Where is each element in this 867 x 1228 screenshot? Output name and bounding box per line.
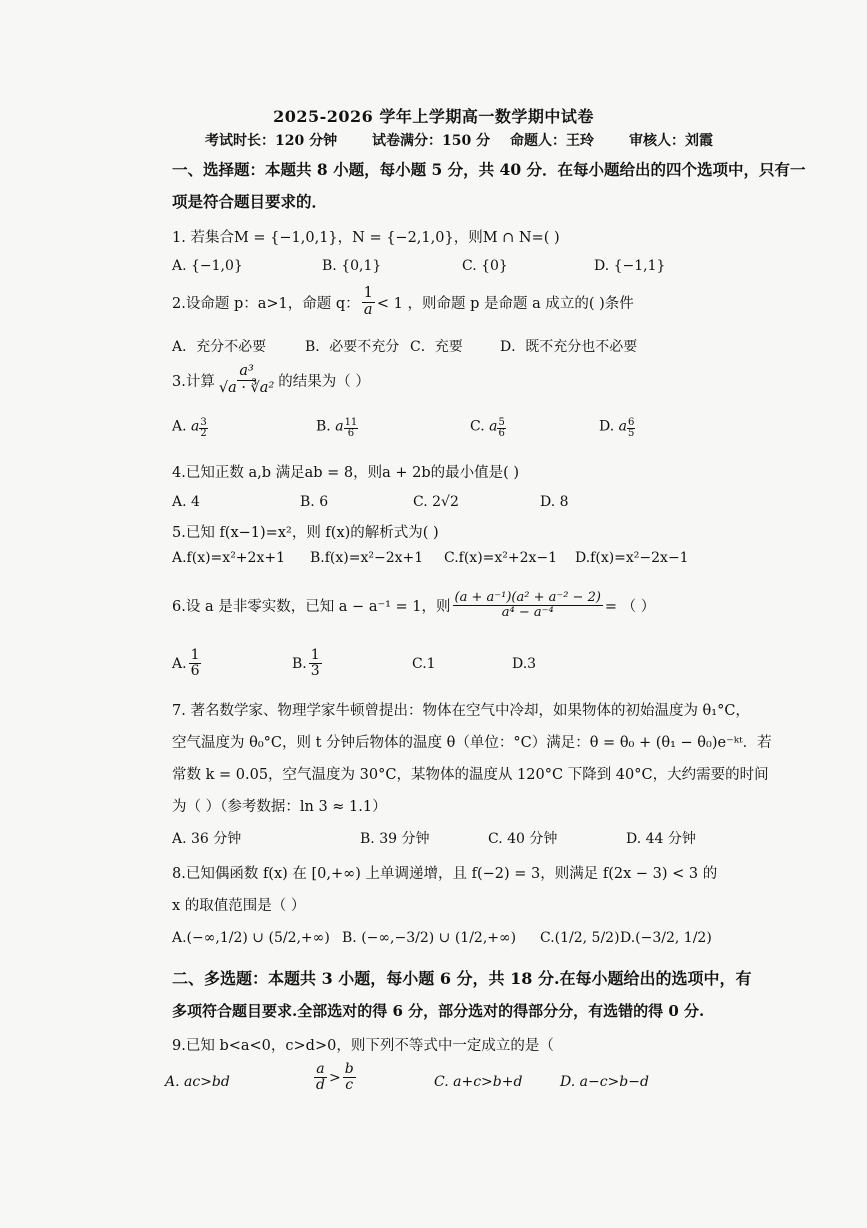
q3-b-exponent xyxy=(344,418,359,439)
q3-b-exp-den: 6 xyxy=(347,428,355,439)
q6-option-d: D.3 xyxy=(512,656,537,672)
q1-option-c: C. {0} xyxy=(462,258,508,274)
q9-b-num2: b xyxy=(344,1061,354,1077)
q3-stem-post: 的结果为（ ） xyxy=(278,373,370,390)
q3-fraction xyxy=(217,364,276,397)
q6-option-c: C.1 xyxy=(412,656,436,672)
q3-c-base: a xyxy=(489,418,498,435)
q1-stem: 1. 若集合M = {−1,0,1}，N = {−2,1,0}，则M ∩ N=( ) xyxy=(172,230,560,246)
q3-b-base: a xyxy=(335,418,344,435)
q2-option-a: A．充分不必要 xyxy=(172,339,267,355)
q8-option-c: C.(1/2, 5/2) xyxy=(540,930,620,946)
q4-option-b: B. 6 xyxy=(300,494,329,510)
q3-option-b xyxy=(316,418,358,439)
q7-option-a: A. 36 分钟 xyxy=(172,831,242,847)
q2-option-b: B．必要不充分 xyxy=(305,339,400,355)
q1-option-b: B. {0,1} xyxy=(322,258,382,274)
section2-heading-cont: 多项符合题目要求.全部选对的得 6 分，部分选对的得部分分，有选错的得 0 分. xyxy=(172,1002,705,1020)
q5-option-b: B.f(x)=x²−2x+1 xyxy=(310,550,424,566)
q6-frac-den: a⁴ − a⁻⁴ xyxy=(501,605,554,621)
q6-stem xyxy=(172,591,655,621)
q3-b-exp-num: 11 xyxy=(344,417,358,428)
q3-c-exponent xyxy=(497,418,505,439)
q2-option-d: D．既不充分也不必要 xyxy=(500,339,638,355)
section1-heading: 一、选择题：本题共 8 小题，每小题 5 分，共 40 分．在每小题给出的四个选项中，只有一 xyxy=(172,160,806,179)
q6-a-den: 6 xyxy=(190,663,200,680)
q2-stem-pre: 2.设命题 p：a>1，命题 q： xyxy=(172,295,360,312)
q4-option-d: D. 8 xyxy=(540,494,569,510)
q7-line3: 常数 k = 0.05，空气温度为 30°C，某物体的温度从 120°C 下降到 40°C，大约需要的时间 xyxy=(172,767,769,783)
q3-option-c xyxy=(470,418,506,439)
q5-option-d: D.f(x)=x²−2x−1 xyxy=(575,550,689,566)
q7-line1: 7. 著名数学家、物理学家牛顿曾提出：物体在空气中冷却，如果物体的初始温度为 θ₁°C， xyxy=(172,703,750,719)
q6-a-label: A. xyxy=(172,655,187,672)
q2-frac-num: 1 xyxy=(363,285,373,301)
q9-option-c: C. a+c>b+d xyxy=(434,1074,523,1090)
q3-a-exp-num: 3 xyxy=(200,417,207,428)
q6-b-den: 3 xyxy=(310,663,320,680)
q6-stem-post: = （ ） xyxy=(604,599,656,616)
q9-option-b xyxy=(312,1062,358,1094)
exam-title: 2025-2026 学年上学期高一数学期中试卷 xyxy=(273,107,594,126)
section1-heading-cont: 项是符合题目要求的． xyxy=(172,192,328,211)
q1-option-d: D. {−1,1} xyxy=(594,258,666,274)
q3-frac-den: √a · ∛a² xyxy=(218,379,275,396)
q3-a-exp-den: 2 xyxy=(200,428,207,439)
q9-option-a: A. ac>bd xyxy=(165,1074,230,1090)
q9-b-den: d xyxy=(316,1077,325,1094)
full-score-text: 试卷满分：150 分 xyxy=(372,133,491,149)
q3-a-base: a xyxy=(191,418,200,435)
q8-option-d: D.(−3/2, 1/2) xyxy=(620,930,712,946)
q2-frac-den: a xyxy=(363,301,373,318)
q3-c-exp-den: 6 xyxy=(498,428,505,439)
q7-line2: 空气温度为 θ₀°C，则 t 分钟后物体的温度 θ（单位：°C）满足：θ = θ₀ + (θ₁ − θ₀)e⁻ᵏᵗ．若 xyxy=(172,735,772,751)
q3-option-a xyxy=(172,418,208,439)
q4-option-a: A. 4 xyxy=(172,494,200,510)
q3-a-exponent xyxy=(199,418,207,439)
q6-option-a xyxy=(172,648,203,680)
q7-option-b: B. 39 分钟 xyxy=(360,831,430,847)
q3-c-label: C. xyxy=(470,418,485,435)
reviewer-text: 审核人：刘霞 xyxy=(629,133,713,149)
q2-stem-post: < 1 ，则命题 p 是命题 a 成立的( )条件 xyxy=(376,295,634,312)
q6-a-num: 1 xyxy=(190,647,200,663)
q5-option-a: A.f(x)=x²+2x+1 xyxy=(172,550,285,566)
q3-d-base: a xyxy=(618,418,627,435)
q2-fraction xyxy=(362,286,375,319)
q8-line2: x 的取值范围是（ ） xyxy=(172,898,306,914)
q6-frac-num: (a + a⁻¹)(a² + a⁻² − 2) xyxy=(454,590,601,605)
q6-b-label: B. xyxy=(292,655,307,672)
q2-option-c: C．充要 xyxy=(410,339,463,355)
q6-stem-pre: 6.设 a 是非零实数，已知 a − a⁻¹ = 1，则 xyxy=(172,599,451,616)
q9-b-num: a xyxy=(316,1061,325,1077)
q3-frac-num: a³ xyxy=(239,363,254,379)
q6-option-b xyxy=(292,648,324,680)
q3-d-label: D. xyxy=(599,418,615,435)
q8-option-b: B. (−∞,−3/2) ∪ (1/2,+∞) xyxy=(342,930,517,946)
q7-line4: 为（ ）（参考数据：ln 3 ≈ 1.1） xyxy=(172,799,387,815)
q9-stem: 9.已知 b<a<0，c>d>0，则下列不等式中一定成立的是（ xyxy=(172,1038,554,1054)
q7-option-c: C. 40 分钟 xyxy=(488,831,558,847)
q9-b-frac-left xyxy=(314,1062,327,1094)
q9-b-frac-right xyxy=(343,1062,356,1094)
q4-stem: 4.已知正数 a,b 满足ab = 8，则a + 2b的最小值是( ) xyxy=(172,465,520,481)
q6-b-fraction xyxy=(309,648,322,680)
q8-line1: 8.已知偶函数 f(x) 在 [0,+∞) 上单调递增，且 f(−2) = 3，则满足 f(2x − 3) < 3 的 xyxy=(172,866,718,882)
q3-d-exp-den: 5 xyxy=(628,428,635,439)
q9-option-d: D. a−c>b−d xyxy=(560,1074,649,1090)
q4-option-c: C. 2√2 xyxy=(413,494,459,510)
q3-stem xyxy=(172,364,370,397)
q5-stem: 5.已知 f(x−1)=x²，则 f(x)的解析式为( ) xyxy=(172,525,439,541)
q3-c-exp-num: 5 xyxy=(498,417,505,428)
author-text: 命题人：王玲 xyxy=(510,133,594,149)
q5-option-c: C.f(x)=x²+2x−1 xyxy=(444,550,558,566)
q3-option-d xyxy=(599,418,635,439)
q2-stem xyxy=(172,286,634,319)
q1-option-a: A. {−1,0} xyxy=(172,258,243,274)
q9-b-gt: > xyxy=(328,1069,341,1086)
q3-stem-pre: 3.计算 xyxy=(172,373,215,390)
q6-fraction xyxy=(453,591,603,621)
q3-b-label: B. xyxy=(316,418,331,435)
q3-a-label: A. xyxy=(172,418,187,435)
q6-b-num: 1 xyxy=(310,647,320,663)
q9-b-den2: c xyxy=(345,1077,354,1094)
q6-a-fraction xyxy=(189,648,202,680)
duration-text: 考试时长：120 分钟 xyxy=(205,133,338,149)
q7-option-d: D. 44 分钟 xyxy=(626,831,696,847)
q8-option-a: A.(−∞,1/2) ∪ (5/2,+∞) xyxy=(172,930,330,946)
q3-d-exp-num: 6 xyxy=(628,417,635,428)
section2-heading: 二、多选题：本题共 3 小题，每小题 6 分，共 18 分.在每小题给出的选项中，有 xyxy=(172,969,752,988)
q3-d-exponent xyxy=(627,418,635,439)
